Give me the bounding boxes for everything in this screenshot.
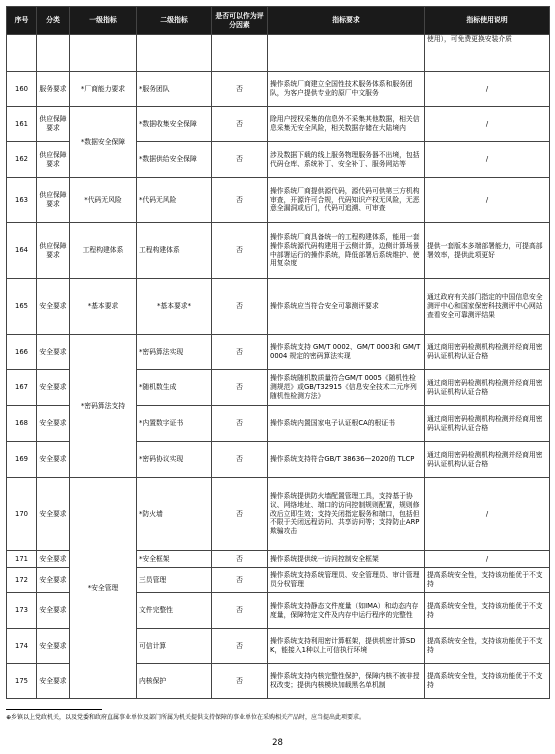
row-scoring: 否: [212, 107, 268, 142]
row-level1: *厂商能力要求: [70, 72, 137, 107]
row-requirement: 涉及数据下载的线上服务物理服务器不出境，包括代码仓库、系统补丁、安全补丁、服务网站等: [268, 142, 425, 178]
row-requirement: 操作系统支持利用密计算框架，提供机密计算SDK，能接入1种以上可信执行环境: [268, 629, 425, 664]
row-number: 160: [7, 72, 37, 107]
row-usage-note: 通过商用密码检测机构检测并经商用密码认证机构认证合格: [425, 406, 550, 442]
row-category: 安全要求: [37, 551, 70, 568]
row-level2: *防火墙: [137, 478, 212, 551]
row-usage-note: 提高系统安全性，支持该功能优于不支持: [425, 593, 550, 629]
row-scoring: 否: [212, 442, 268, 478]
row-scoring: 否: [212, 593, 268, 629]
row-number: 171: [7, 551, 37, 568]
row-usage-note: /: [425, 478, 550, 551]
table-row: [7, 107, 550, 142]
row-scoring: 否: [212, 142, 268, 178]
row-level2: *密码算法实现: [137, 335, 212, 370]
row-requirement: 操作系统支持符合GB/T 38636—2020的 TLCP: [268, 442, 425, 478]
footnote: ⊕乡镇以上党政机关，以及党委和政府直属事业单位及部门所属为机关提供支持保障的事业单位在采购相关产品时，应当提出此项要求。: [6, 714, 366, 721]
row-level1: *数据安全保障: [70, 107, 137, 178]
row-number: 170: [7, 478, 37, 551]
page-number: 28: [272, 738, 283, 748]
row-category: 安全要求: [37, 593, 70, 629]
row-scoring: 否: [212, 629, 268, 664]
header-level1: 一级指标: [70, 7, 137, 35]
row-number: 167: [7, 370, 37, 406]
row-requirement: 操作系统厂商具备统一的工程构建体系，能用一套操作系统源代码构建用于云侧计算，边侧计算场景中部署运行的操作系统，降低部署后系统维护、使用复杂度: [268, 223, 425, 279]
row-scoring: 否: [212, 178, 268, 223]
row-level1: *安全管理: [70, 478, 137, 699]
continued-note: 使用），可免费更换安装介质: [425, 35, 550, 72]
row-scoring: 否: [212, 664, 268, 699]
row-category: 安全要求: [37, 370, 70, 406]
row-usage-note: /: [425, 142, 550, 178]
header-requirement: 指标要求: [268, 7, 425, 35]
table-row: [7, 223, 550, 279]
row-category: 安全要求: [37, 664, 70, 699]
row-scoring: 否: [212, 72, 268, 107]
row-category: 供应保障要求: [37, 223, 70, 279]
row-category: 供应保障要求: [37, 107, 70, 142]
row-level2: *代码无风险: [137, 178, 212, 223]
row-requirement: 操作系统厂商提供源代码，源代码可供第三方机构审查，开源许可合规，代码知识产权无风险，无恶意全漏洞或后门，代码可追溯、可审查: [268, 178, 425, 223]
row-number: 175: [7, 664, 37, 699]
row-requirement: 操作系统提供防火墙配置管理工具，支持基于协议、网络地址、端口的访问控制规则配置，规则修改后立即生效；支持关闭指定服务和端口，包括但不限于关闭远程访问、共享访问等；支持防止ARP欺骗攻击: [268, 478, 425, 551]
row-number: 169: [7, 442, 37, 478]
row-requirement: 除用户授权采集的信息外不采集其他数据，相关信息采集无安全风险，相关数据存储在大陆境内: [268, 107, 425, 142]
row-scoring: 否: [212, 223, 268, 279]
row-level2: 文件完整性: [137, 593, 212, 629]
row-level2: *密码协议实现: [137, 442, 212, 478]
row-number: 166: [7, 335, 37, 370]
row-usage-note: 提高系统安全性，支持该功能优于不支持: [425, 629, 550, 664]
row-level2: 工程构建体系: [137, 223, 212, 279]
row-scoring: 否: [212, 335, 268, 370]
row-level1: 工程构建体系: [70, 223, 137, 279]
header-no: 序号: [7, 7, 37, 35]
row-number: 161: [7, 107, 37, 142]
row-scoring: 否: [212, 279, 268, 335]
row-scoring: 否: [212, 370, 268, 406]
row-usage-note: /: [425, 178, 550, 223]
table-row: [7, 335, 550, 370]
row-level1: *基本要求: [70, 279, 137, 335]
row-level2: *安全框架: [137, 551, 212, 568]
row-number: 174: [7, 629, 37, 664]
row-category: 安全要求: [37, 406, 70, 442]
row-number: 164: [7, 223, 37, 279]
row-scoring: 否: [212, 478, 268, 551]
row-usage-note: 通过商用密码检测机构检测并经商用密码认证机构认证合格: [425, 335, 550, 370]
row-usage-note: 通过商用密码检测机构检测并经商用密码认证机构认证合格: [425, 370, 550, 406]
row-category: 安全要求: [37, 279, 70, 335]
row-scoring: 否: [212, 568, 268, 593]
row-usage-note: 提高系统安全性，支持该功能优于不支持: [425, 664, 550, 699]
row-level2: *基本要求*: [137, 279, 212, 335]
row-requirement: 操作系统随机数质量符合GM/T 0005《随机性检测规范》或GB/T32915《信息安全技术二元序列随机性检测方法》: [268, 370, 425, 406]
row-level2: *服务团队: [137, 72, 212, 107]
row-level2: *数据收集安全保障: [137, 107, 212, 142]
row-number: 165: [7, 279, 37, 335]
row-usage-note: 通过商用密码检测机构检测并经商用密码认证机构认证合格: [425, 442, 550, 478]
row-usage-note: /: [425, 72, 550, 107]
row-category: 安全要求: [37, 629, 70, 664]
footnote-divider: [6, 709, 102, 710]
table-row: [7, 478, 550, 551]
row-usage-note: /: [425, 107, 550, 142]
row-category: 安全要求: [37, 478, 70, 551]
row-number: 173: [7, 593, 37, 629]
header-scoring: 是否可以作为评分因素: [212, 7, 268, 35]
row-requirement: 操作系统厂商建立全国性技术服务体系和服务团队，为客户提供专业的原厂中文服务: [268, 72, 425, 107]
row-usage-note: 通过政府有关部门指定的中国信息安全测评中心和国家保密科技测评中心网站查看安全可靠测评结果: [425, 279, 550, 335]
spec-table: [6, 6, 550, 699]
row-number: 162: [7, 142, 37, 178]
row-category: 服务要求: [37, 72, 70, 107]
row-category: 安全要求: [37, 568, 70, 593]
row-requirement: 操作系统支持系统管理员、安全管理员、审计管理员分权管理: [268, 568, 425, 593]
row-requirement: 操作系统内置国家电子认证根CA的根证书: [268, 406, 425, 442]
row-usage-note: /: [425, 551, 550, 568]
row-requirement: 操作系统支持静态文件度量（如IMA）和动态内存度量，保障特定文件及内存中运行程序的完整性: [268, 593, 425, 629]
header-level2: 二级指标: [137, 7, 212, 35]
row-requirement: 操作系统支持 GM/T 0002、GM/T 0003和 GM/T 0004 规定的密码算法实现: [268, 335, 425, 370]
row-category: 安全要求: [37, 335, 70, 370]
row-level2: *数据供给安全保障: [137, 142, 212, 178]
table-row: [7, 279, 550, 335]
row-usage-note: 提供一套版本多端部署能力，可提高部署效率，提供此项更好: [425, 223, 550, 279]
row-level2: 三员管理: [137, 568, 212, 593]
header-usage-note: 指标使用说明: [425, 7, 550, 35]
table-row: [7, 72, 550, 107]
page: [6, 6, 549, 699]
row-number: 172: [7, 568, 37, 593]
row-category: 供应保障要求: [37, 178, 70, 223]
row-requirement: 操作系统应当符合安全可靠测评要求: [268, 279, 425, 335]
row-number: 168: [7, 406, 37, 442]
row-level2: *内置数字证书: [137, 406, 212, 442]
row-level2: *随机数生成: [137, 370, 212, 406]
row-usage-note: 提高系统安全性，支持该功能优于不支持: [425, 568, 550, 593]
row-requirement: 操作系统提供统一访问控制安全框架: [268, 551, 425, 568]
table-header-row: [7, 7, 550, 35]
row-level2: 可信计算: [137, 629, 212, 664]
row-number: 163: [7, 178, 37, 223]
row-category: 供应保障要求: [37, 142, 70, 178]
table-row-continued: [7, 35, 550, 72]
row-level2: 内核保护: [137, 664, 212, 699]
row-scoring: 否: [212, 551, 268, 568]
header-category: 分类: [37, 7, 70, 35]
row-level1: *代码无风险: [70, 178, 137, 223]
table-row: [7, 178, 550, 223]
row-level1: *密码算法支持: [70, 335, 137, 478]
row-requirement: 操作系统支持内核完整性保护，保障内核不被非授权改变；提供内核模块加载黑名单机制: [268, 664, 425, 699]
row-scoring: 否: [212, 406, 268, 442]
row-category: 安全要求: [37, 442, 70, 478]
